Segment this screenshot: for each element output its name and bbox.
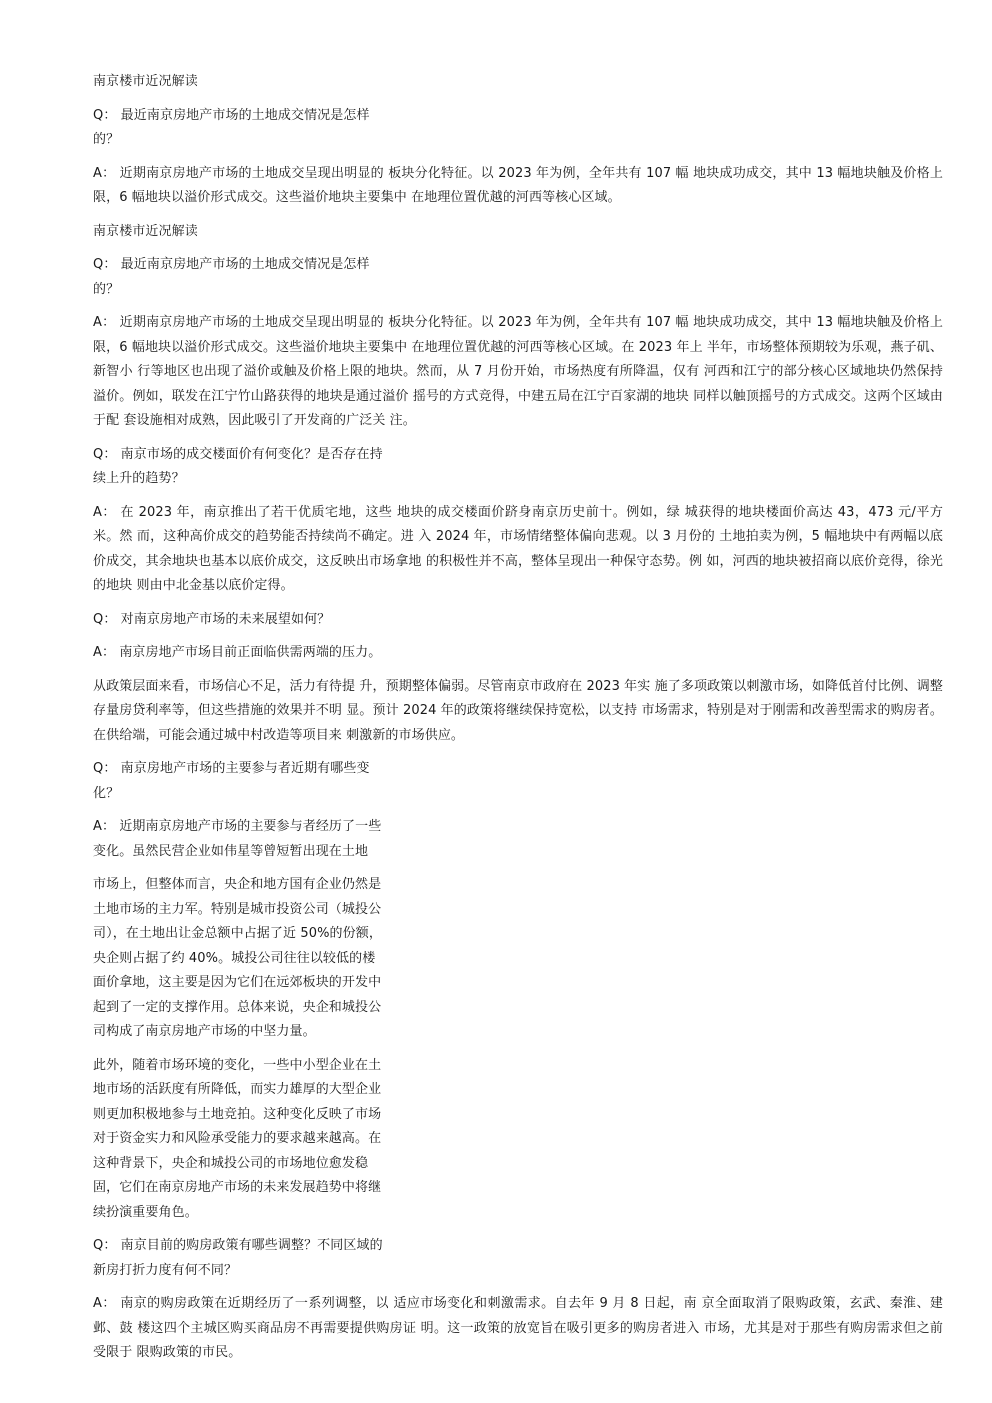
doc-title-repeat: 南京楼市近况解读 xyxy=(93,223,198,239)
answer-2: A： 在 2023 年，南京推出了若干优质宅地，这些 地块的成交楼面价跻身南京历史前十。例如，绿 城获得的地块楼面价高达 43，473 元/平方米。然 而，这种高价成交的趋势能否持续尚不确定。进 入 2024 年，市场情绪整体偏向悲观。以 3 月份的 土地拍卖为例，5 幅地块中有两幅以底价成交，其余地块也基本以底价成交，这反映出市场拿地 的积极性并不高，整体呈现出一种保守态势。例 如，河西的地块被招商以底价竞得，徐光的地块 则由中北金基以底价定得。 xyxy=(93,504,943,593)
question-1-repeat: Q： 最近南京房地产市场的土地成交情况是怎样的？ xyxy=(93,257,370,297)
question-2: Q： 南京市场的成交楼面价有何变化？是否存在持续上升的趋势？ xyxy=(93,446,383,486)
question-1: Q： 最近南京房地产市场的土地成交情况是怎样的？ xyxy=(93,107,370,147)
answer-4: A： 近期南京房地产市场的主要参与者经历了一些变化。虽然民营企业如伟星等曾短暂出现在土地 xyxy=(93,819,382,859)
document-body xyxy=(93,70,943,1375)
answer-4-paragraph-1: 市场上，但整体而言，央企和地方国有企业仍然是土地市场的主力军。特别是城市投资公司（城投公司），在土地出让金总额中占据了近 50%的份额，央企则占据了约 40%。城投公司往往以较低的楼面价拿地，这主要是因为它们在远郊板块的开发中起到了一定的支撑作用。总体来说，央企和城投公司构成了南京房地产市场的中坚力量。 xyxy=(93,877,382,1039)
question-4: Q： 南京房地产市场的主要参与者近期有哪些变化？ xyxy=(93,761,370,801)
answer-5: A： 南京的购房政策在近期经历了一系列调整，以 适应市场变化和刺激需求。自去年 9 月 8 日起，南 京全面取消了限购政策，玄武、秦淮、建邺、鼓 楼这四个主城区购买商品房不再需要提供购房证 明。这一政策的放宽旨在吸引更多的购房者进入 市场，尤其是对于那些有购房需求但之前受限于 限购政策的市民。 xyxy=(93,1296,943,1360)
question-5: Q： 南京目前的购房政策有哪些调整？不同区域的新房打折力度有何不同？ xyxy=(93,1238,383,1278)
answer-1: A： 近期南京房地产市场的土地成交呈现出明显的 板块分化特征。以 2023 年为例，全年共有 107 幅 地块成功成交，其中 13 幅地块触及价格上限，6 幅地块以溢价形式成交。这些溢价地块主要集中 在地理位置优越的河西等核心区域。 xyxy=(93,165,943,205)
answer-3: A： 南京房地产市场目前正面临供需两端的压力。 xyxy=(93,645,382,660)
answer-3-paragraph: 从政策层面来看，市场信心不足，活力有待提 升，预期整体偏弱。尽管南京市政府在 2023 年实 施了多项政策以刺激市场，如降低首付比例、调整存量房贷利率等，但这些措施的效果并不明 显。预计 2024 年的政策将继续保持宽松，以支持 市场需求，特别是对于刚需和改善型需求的购房者。在供给端，可能会通过城中村改造等项目来 刺激新的市场供应。 xyxy=(93,678,943,743)
question-3: Q： 对南京房地产市场的未来展望如何？ xyxy=(93,611,331,627)
answer-1-full: A： 近期南京房地产市场的土地成交呈现出明显的 板块分化特征。以 2023 年为例，全年共有 107 幅 地块成功成交，其中 13 幅地块触及价格上限，6 幅地块以溢价形式成交。这些溢价地块主要集中 在地理位置优越的河西等核心区域。在 2023 年上 半年，市场整体预期较为乐观，燕子矶、新智小 行等地区也出现了溢价或触及价格上限的地块。然而，从 7 月份开始，市场热度有所降温，仅有 河西和江宁的部分核心区域地块仍然保持溢价。例如，联发在江宁竹山路获得的地块是通过溢价 摇号的方式竞得，中建五局在江宁百家湖的地块 同样以触顶摇号的方式成交。这两个区域由于配 套设施相对成熟，因此吸引了开发商的广泛关 注。 xyxy=(93,315,943,428)
answer-4-paragraph-2: 此外，随着市场环境的变化，一些中小型企业在土地市场的活跃度有所降低，而实力雄厚的大型企业则更加积极地参与土地竞拍。这种变化反映了市场对于资金实力和风险承受能力的要求越来越高。在这种背景下，央企和城投公司的市场地位愈发稳固，它们在南京房地产市场的未来发展趋势中将继续扮演重要角色。 xyxy=(93,1057,382,1220)
doc-title: 南京楼市近况解读 xyxy=(93,74,198,89)
